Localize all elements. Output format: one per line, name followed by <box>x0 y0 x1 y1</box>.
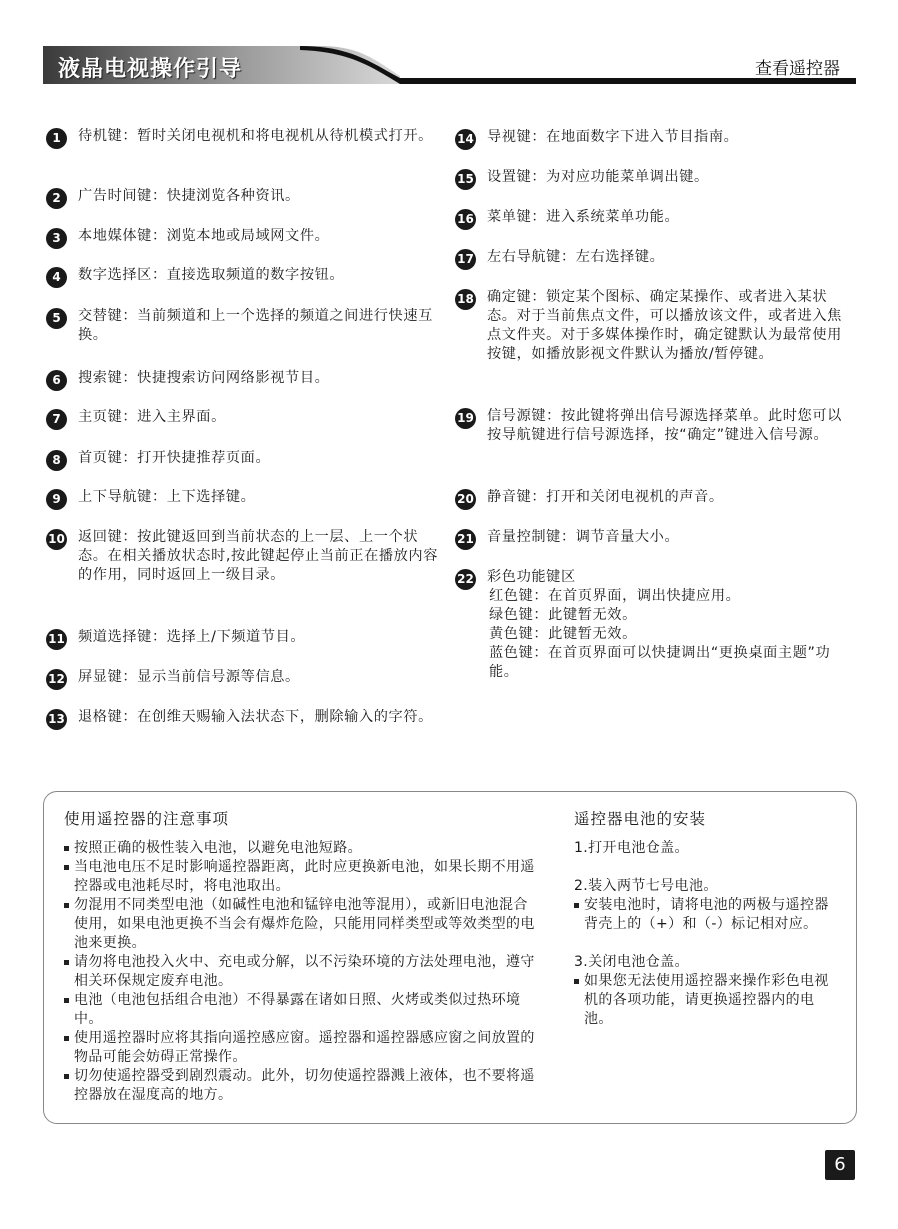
note-item: 当电池电压不足时影响遥控器距离，此时应更换新电池，如果长期不用遥控器或电池耗尽时，将电池取出。 <box>64 858 542 896</box>
note-item: 勿混用不同类型电池（如碱性电池和锰锌电池等混用），或新旧电池混合使用，如果电池更换不当会有爆炸危险，只能用同样类型或等效类型的电池来更换。 <box>64 896 542 953</box>
item-text: 静音键：打开和关闭电视机的声音。 <box>487 489 724 505</box>
header-banner-graphic <box>0 0 898 100</box>
header-title: 液晶电视操作引导 <box>58 57 243 82</box>
notes-list <box>64 839 542 1105</box>
item-number: 12 <box>46 669 67 690</box>
item-number: 7 <box>46 409 67 430</box>
note-item: 请勿将电池投入火中、充电或分解，以不污染环境的方法处理电池，遵守相关环保规定废弃电池。 <box>64 953 542 991</box>
item-number: 20 <box>455 489 476 510</box>
item-number: 4 <box>46 267 67 288</box>
item-text: 首页键：打开快捷推荐页面。 <box>78 450 271 466</box>
battery-step-3: 3.关闭电池仓盖。 <box>574 954 689 970</box>
battery-title: 遥控器电池的安装 <box>574 810 707 828</box>
item-number: 14 <box>455 129 476 150</box>
battery-step-2: 2.装入两节七号电池。 <box>574 878 718 894</box>
item-text: 导视键：在地面数字下进入节目指南。 <box>487 129 739 145</box>
item-number: 18 <box>455 289 476 310</box>
battery-step-3-note: 如果您无法使用遥控器来操作彩色电视机的各项功能，请更换遥控器内的电池。 <box>574 972 834 1029</box>
item-number: 19 <box>455 408 476 429</box>
color-keys-heading: 彩色功能键区 <box>487 569 576 585</box>
item-text: 退格键：在创维天赐输入法状态下，删除输入的字符。 <box>78 709 433 725</box>
item-number: 2 <box>46 188 67 209</box>
item-number: 16 <box>455 209 476 230</box>
note-item: 按照正确的极性装入电池，以避免电池短路。 <box>64 839 542 858</box>
color-key-blue: 蓝色键：在首页界面可以快捷调出“更换桌面主题”功能。 <box>489 645 831 680</box>
item-number: 17 <box>455 249 476 270</box>
color-key-red: 红色键：在首页界面，调出快捷应用。 <box>489 588 741 604</box>
item-number: 8 <box>46 450 67 471</box>
item-text: 音量控制键：调节音量大小。 <box>487 529 680 545</box>
note-item: 使用遥控器时应将其指向遥控感应窗。遥控器和遥控器感应窗之间放置的物品可能会妨碍正常操作。 <box>64 1029 542 1067</box>
note-item: 切勿使遥控器受到剧烈震动。此外，切勿使遥控器溅上液体，也不要将遥控器放在湿度高的地方。 <box>64 1067 542 1105</box>
item-text: 左右导航键：左右选择键。 <box>487 249 665 265</box>
item-text: 返回键：按此键返回到当前状态的上一层、上一个状态。在相关播放状态时,按此键起停止当前正在播放内容的作用，同时返回上一级目录。 <box>78 529 439 583</box>
item-number: 15 <box>455 169 476 190</box>
item-text: 待机键：暂时关闭电视机和将电视机从待机模式打开。 <box>78 128 433 144</box>
notes-title: 使用遥控器的注意事项 <box>64 810 230 828</box>
item-number: 1 <box>46 128 67 149</box>
item-number: 3 <box>46 228 67 249</box>
item-text: 本地媒体键：浏览本地或局域网文件。 <box>78 228 330 244</box>
item-text: 搜索键：快捷搜索访问网络影视节目。 <box>78 370 330 386</box>
note-item: 电池（电池包括组合电池）不得暴露在诸如日照、火烤或类似过热环境中。 <box>64 991 542 1029</box>
item-number: 13 <box>46 709 67 730</box>
color-key-green: 绿色键：此键暂无效。 <box>489 607 637 623</box>
item-number: 10 <box>46 529 67 550</box>
item-number: 9 <box>46 489 67 510</box>
battery-steps <box>574 839 834 1029</box>
item-text: 信号源键：按此键将弹出信号源选择菜单。此时您可以按导航键进行信号源选择，按“确定”键进入信号源。 <box>487 408 842 443</box>
item-number: 21 <box>455 529 476 550</box>
page-header <box>0 0 898 100</box>
item-text: 上下导航键：上下选择键。 <box>78 489 256 505</box>
notes-box <box>43 791 857 1124</box>
item-number: 22 <box>455 569 476 590</box>
battery-step-1: 1.打开电池仓盖。 <box>574 840 689 856</box>
item-number: 11 <box>46 629 67 650</box>
item-number: 6 <box>46 370 67 391</box>
item-number: 5 <box>46 308 67 329</box>
item-text <box>487 568 850 682</box>
item-text: 主页键：进入主界面。 <box>78 409 226 425</box>
battery-step-2-note: 安装电池时，请将电池的两极与遥控器背壳上的（+）和（-）标记相对应。 <box>574 896 834 934</box>
header-section: 查看遥控器 <box>755 59 840 79</box>
page-number: 6 <box>825 1150 855 1180</box>
color-key-yellow: 黄色键：此键暂无效。 <box>489 626 637 642</box>
item-text: 菜单键：进入系统菜单功能。 <box>487 209 680 225</box>
item-text: 设置键：为对应功能菜单调出键。 <box>487 169 709 185</box>
item-text: 确定键：锁定某个图标、确定某操作、或者进入某状态。对于当前焦点文件，可以播放该文件，或者进入焦点文件夹。对于多媒体操作时，确定键默认为最常使用按键，如播放影视文件默认为播放/暂停键。 <box>487 289 842 362</box>
item-text: 频道选择键：选择上/下频道节目。 <box>78 629 306 645</box>
item-text: 屏显键：显示当前信号源等信息。 <box>78 669 300 685</box>
item-text: 交替键：当前频道和上一个选择的频道之间进行快速互换。 <box>78 308 433 343</box>
item-text: 数字选择区：直接选取频道的数字按钮。 <box>78 267 345 283</box>
item-text: 广告时间键：快捷浏览各种资讯。 <box>78 188 300 204</box>
